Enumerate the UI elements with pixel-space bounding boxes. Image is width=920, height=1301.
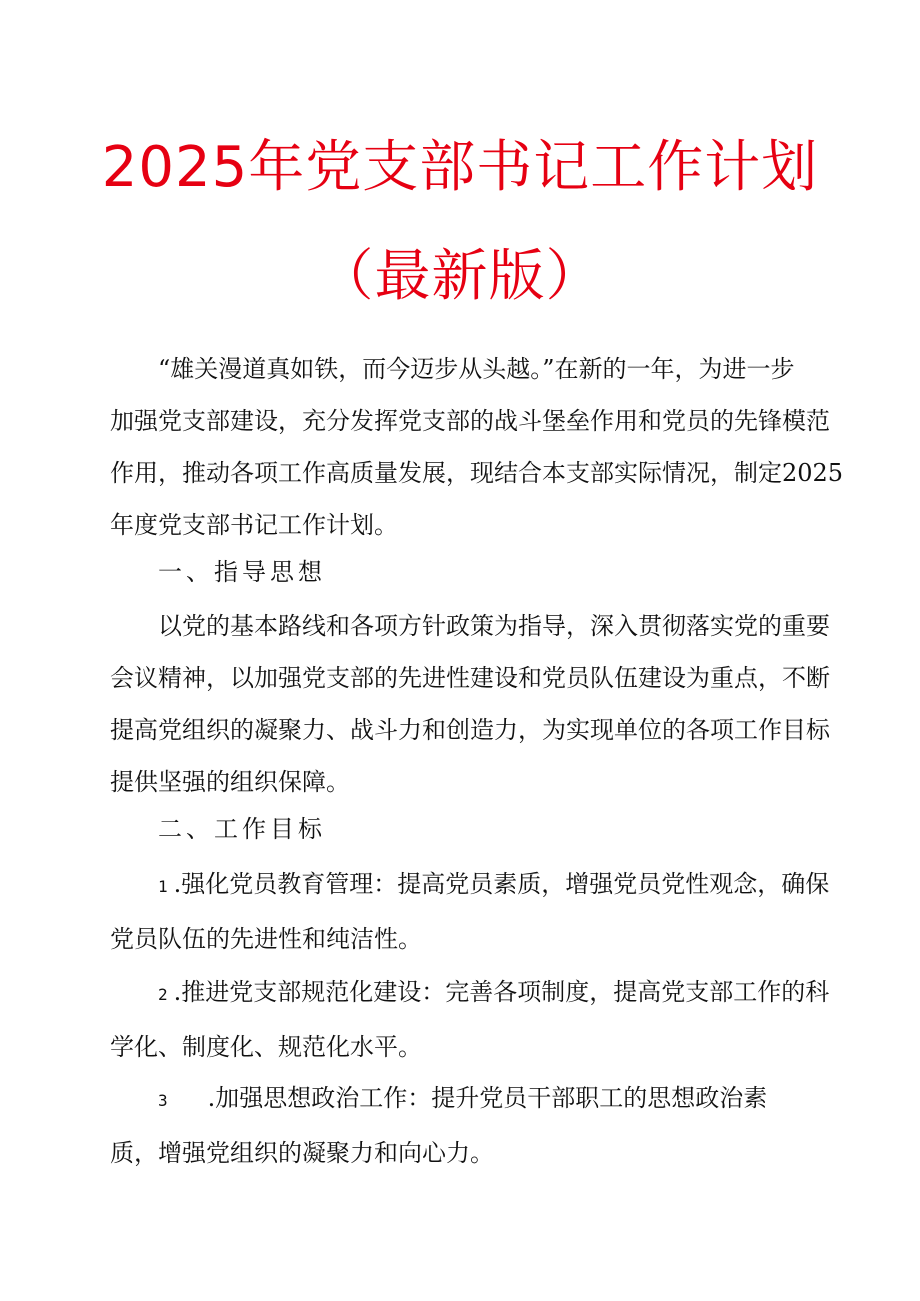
goal-item-text: .推进党支部规范化建设：完善各项制度，提高党支部工作的科: [173, 978, 830, 1006]
goal-item-line: [110, 1072, 810, 1127]
intro-line: “雄关漫道真如铁，而今迈步从头越。”在新的一年，为进一步: [158, 355, 795, 383]
goal-item-number: 1: [158, 877, 168, 896]
intro-paragraph: [110, 343, 844, 551]
paragraph-line: 提供坚强的组织保障。: [110, 768, 350, 796]
intro-line: 加强党支部建设，充分发挥党支部的战斗堡垒作用和党员的先锋模范: [110, 407, 830, 435]
goal-item-line: 学化、制度化、规范化水平。: [110, 1033, 422, 1061]
paragraph-line: 提高党组织的凝聚力、战斗力和创造力，为实现单位的各项工作目标: [110, 716, 830, 744]
paragraph-line: 以党的基本路线和各项方针政策为指导，深入贯彻落实党的重要: [158, 612, 830, 640]
goal-item: [110, 858, 830, 965]
goal-item-text: .强化党员教育管理：提高党员素质，增强党员党性观念，确保: [173, 870, 830, 898]
goal-item-number: 2: [158, 985, 168, 1004]
goal-item: [110, 966, 830, 1073]
section-heading-guiding-thought: 一、指导思想: [158, 558, 326, 586]
intro-line: 年度党支部书记工作计划。: [110, 511, 398, 539]
goal-item-line: [110, 858, 830, 913]
document-title: 2025年党支部书记工作计划: [101, 135, 819, 200]
intro-line: 作用，推动各项工作高质量发展，现结合本支部实际情况，制定2025: [110, 459, 844, 487]
paragraph-line: 会议精神，以加强党支部的先进性建设和党员队伍建设为重点，不断: [110, 664, 830, 692]
goal-item-line: [110, 966, 830, 1021]
document-subtitle: （最新版）: [317, 244, 603, 309]
goal-item-line: 党员队伍的先进性和纯洁性。: [110, 925, 422, 953]
guiding-thought-paragraph: [110, 600, 830, 808]
goal-item: [110, 1072, 810, 1179]
goal-item-number: 3: [158, 1091, 168, 1110]
goal-item-text: .加强思想政治工作：提升党员干部职工的思想政治素: [207, 1084, 768, 1112]
goal-item-line: 质，增强党组织的凝聚力和向心力。: [110, 1139, 494, 1167]
section-heading-work-goals: 二、工作目标: [158, 815, 326, 843]
